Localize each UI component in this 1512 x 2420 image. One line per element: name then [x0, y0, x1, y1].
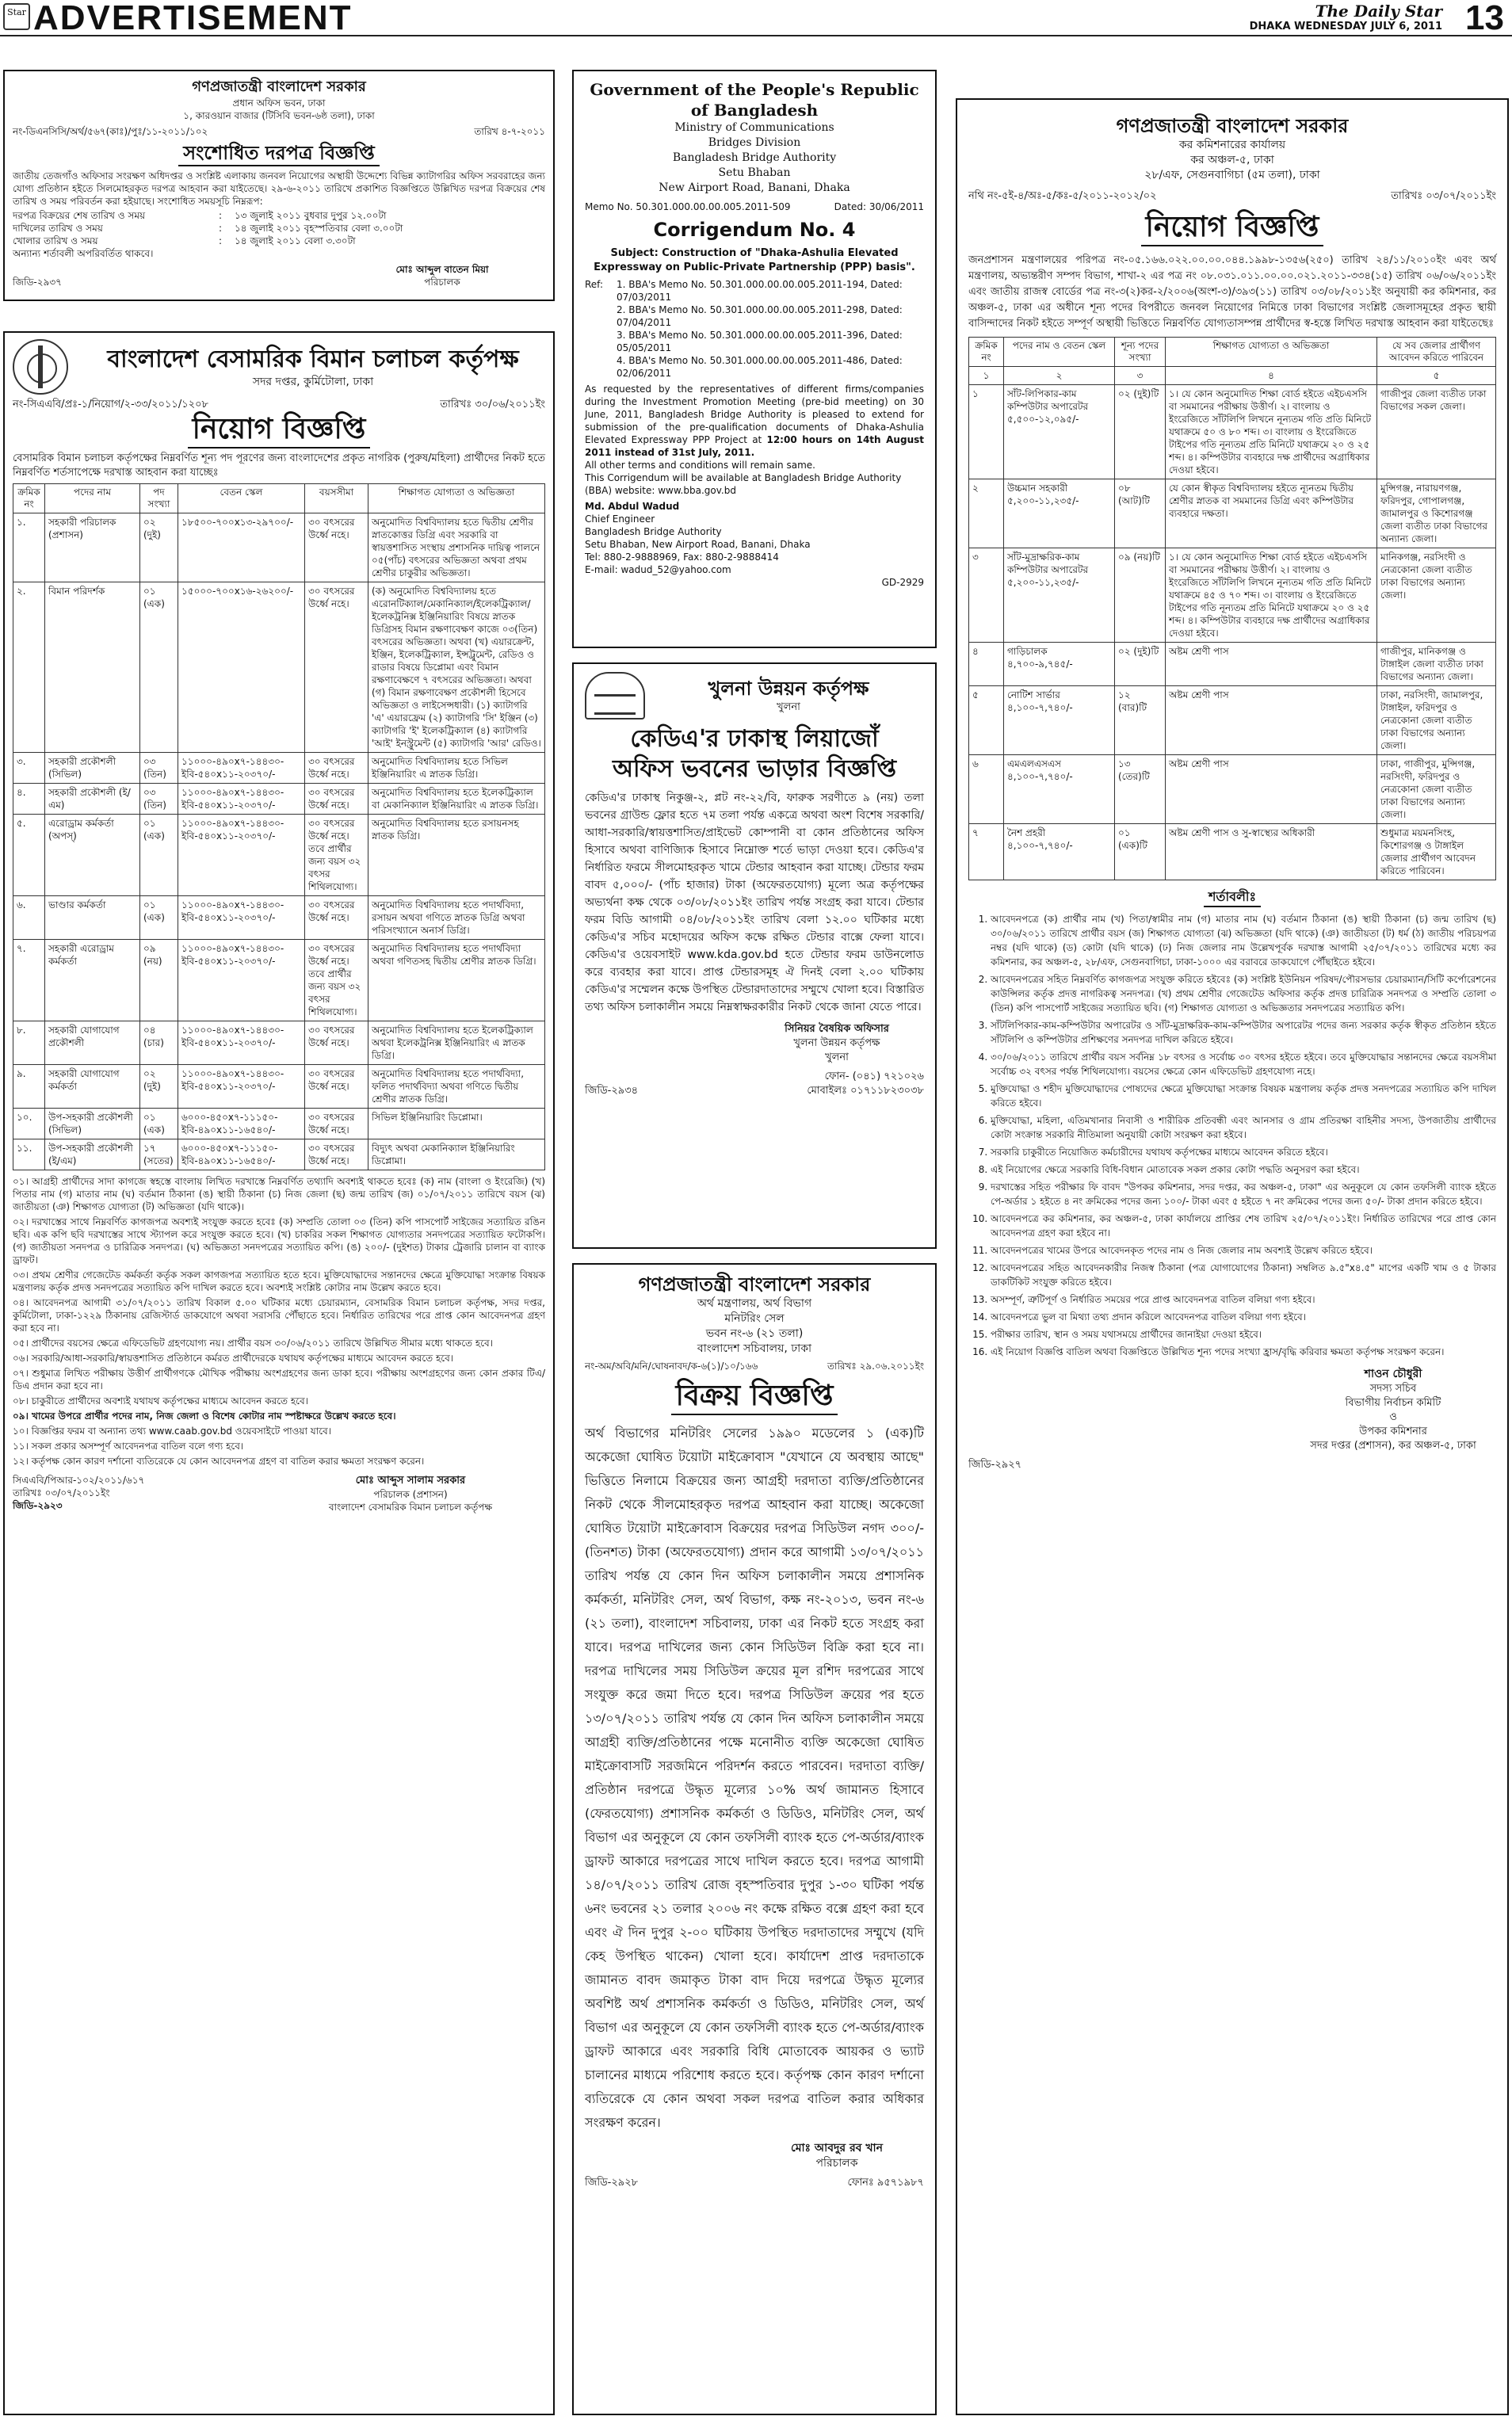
notice-body: অর্থ বিভাগের মনিটরিং সেলের ১৯৯০ মডেলের ১ (এক)টি অকেজো ঘোষিত টয়োটা মাইক্রোবাস "যেখানে যে অবস্থায় আছে" ভিত্তিতে নিলামে বিক্রয়ের জন্য আগ্রহী দরদাতা ব্যক্তি/প্রতিষ্ঠানের নিকট থেকে সীলমোহরকৃত দরপত্র আহবান করা যাচ্ছে। অকেজো ঘোষিত টয়োটা মাইক্রোবাস বিক্রয়ের দরপত্র সিডিউল নগদ ৩০০/- (তিনশত) টাকা (অফেরতযোগ্য) প্রদান করে আগামী ১৩/০৭/২০১১ তারিখ পর্যন্ত যে কোন দিন অফিস চলাকালীন সময়ে প্রশাসনিক কর্মকর্তা, মনিটরিং সেল, অর্থ বিভাগ, কক্ষ নং-২০১৩, ভবন নং-৬ (২১ তলা), বাংলাদেশ সচিবালয়, ঢাকা এর নিকট হতে সংগ্রহ করা যাবে। দরপত্র দাখিলের জন্য কোন সিডিউল বিক্রি করা হবে না। দরপত্র দাখিলের সময় সিডিউল ক্রয়ের মূল রশিদ দরপত্রের সাথে সংযুক্ত করে জমা দিতে হবে। দরপত্র সিডিউল ক্রয়ের পর হতে ১৩/০৭/২০১১ তারিখ পর্যন্ত যে কোন দিন অফিস চলাকালীন সময়ে আগ্রহী ব্যক্তি/প্রতিষ্ঠানের পক্ষে মনোনীত ব্যক্তি অকেজো ঘোষিত মাইক্রোবাসটি সরজমিনে পরিদর্শন করতে পারবেন। দরদাতা ব্যক্তি/প্রতিষ্ঠান দরপত্রে উদ্ধৃত মূল্যের ১০% অর্থ জামানত হিসাবে (ফেরতযোগ্য) প্রশাসনিক কর্মকর্তা ও ডিডিও, মনিটরিং সেল, অর্থ বিভাগ এর অনুকূলে যে কোন তফসিলী ব্যাংক হতে পে-অর্ডার/ব্যাংক ড্রাফট আকারে দরপত্রের সাথে দাখিল করতে হবে। দরপত্র আগামী ১৪/০৭/২০১১ তারিখ রোজ বৃহস্পতিবার দুপুর ১-৩০ ঘটিকা পর্যন্ত ৬নং ভবনের ২১ তলার ২০০৬ নং কক্ষে রক্ষিত বক্সে গ্রহণ করা হবে এবং ঐ দিন দুপুর ২-০০ ঘটিকায় উপস্থিত দরদাতাদের সম্মুখে (যদি কেহ উপস্থিত থাকেন) খোলা হবে। কার্যাদেশ প্রাপ্ত দরদাতাকে জামানত বাবদ জমাকৃত টাকা বাদ দিয়ে দরপত্রে উদ্ধৃত মূল্যের অবশিষ্ট অর্থ প্রশাসনিক কর্মকর্তা ও ডিডিও, মনিটরিং সেল, অর্থ বিভাগ এর অনুকূলে যে কোন তফসিলী ব্যাংক হতে পে-অর্ডার/ব্যাংক ড্রাফট আকারে এবং সরকারি বিধি মোতাবেক আয়কর ও ভ্যাট চালানের মাধ্যমে পরিশোধ করতে হবে। কর্তৃপক্ষ কোন কারণ দর্শানো ব্যতিরেকে যে কোন অথবা সকল দরপত্র বাতিল করার অধিকার সংরক্ষণ করেন। [585, 1426, 924, 2130]
list-item: ০৯। খামের উপরে প্রার্থীর পদের নাম, নিজ জেলা ও বিশেষ কোটার নাম স্পষ্টাক্ষরে উল্লেখ করতে হবে। [13, 1410, 396, 1422]
list-item: 4. BBA's Memo No. 50.301.000.00.00.005.2011-486, Dated: 02/06/2011 [617, 355, 903, 379]
signature-block [585, 500, 924, 576]
notice-intro: জনপ্রশাসন মন্ত্রণালয়ের পরিপত্র নং-০৫.১৬৬.০২২.০০.০০.০৪৪.১৯৯৮-১৩৫৬(২৫০) তারিখ ২৪/১১/২০১০ইং এবং অর্থ মন্ত্রণালয়, অভ্যন্তরীণ সম্পদ বিভাগ, শাখা-২ এর পত্র নং ০৮.০৩১.০১১.০০.০০.০২১.২০১১-৩৩৪(১৫) তারিখ ০৬/০৬/২০১১ইং এবং জাতীয় রাজস্ব বোর্ডের পত্র নং-৩(২)কর-২/২০০৬(অংশ-৩)/৩৯৩(১১) তারিখ ০৩/০৮/২০১১ইং অনুযায়ী কর কমিশনার, কর অঞ্চল-৫, ঢাকা এর অধীনে শূন্য পদের বিপরীতে জনবল নিয়োগের নিমিত্তে ঢাকা বিভাগের সংশ্লিষ্ট জেলাসমূহের প্রকৃত স্থায়ী বাসিন্দাদের নিকট হইতে সম্পূর্ণ অস্থায়ী ভিত্তিতে নিম্নবর্ণিত যোগ্যতাসম্পন্ন প্রার্থীদের স্ব-হস্তে লিখিত দরখাস্ত আহবান করা যাইতেছেঃ [968, 254, 1496, 330]
conditions-list [13, 1175, 545, 1468]
notice-title: নিয়োগ বিজ্ঞপ্তি [188, 412, 371, 449]
page-number: 13 [1465, 0, 1504, 37]
list-item: 2. আবেদনপত্রের সহিত নিম্নবর্ণিত কাগজপত্র সংযুক্ত করিতে হইবেঃ (ক) সংশ্লিষ্ট ইউনিয়ন পরিষদ/পৌরসভার চেয়ারম্যান/সিটি কর্পোরেশনের কাউন্সিলর কর্তৃক প্রদত্ত নাগরিকত্ব সনদপত্র। (খ) প্রথম শ্রেণীর গেজেটেড অফিসার কর্তৃক প্রদত্ত চারিত্রিক সনদপত্র ও সম্প্রতি তোলা ৩ (তিন) কপি পাসপোর্ট সাইজের সত্যায়িত ছবি। (গ) শিক্ষাগত যোগ্যতা ও অভিজ্ঞতার সনদপত্রের সত্যায়িত কপি। [991, 972, 1496, 1015]
list-item: ০৮। চাকুরীতে প্রার্থীদের অবশ্যই যথাযথ কর্তৃপক্ষের মাধ্যমে আবেদন করতে হবে। [13, 1395, 308, 1407]
vacancy-table [13, 483, 545, 1170]
address: New Airport Road, Banani, Dhaka [659, 181, 850, 194]
notice-body: As requested by the representatives of different firms/companies during the Investment Promotion Meeting (pre-bid meeting) on 30 June, 2011, Bangladesh Bridge Authority is pleased to extend for submission of the pre-qualification documents of Dhaka-Ashulia Elevated Expressway PPP Project at 12:00 hours on 14th August 2011 instead of 31st July, 2011. [585, 384, 924, 458]
col-header: পদ সংখ্যা [140, 484, 178, 513]
signatory-designation: পরিচালক [424, 277, 460, 288]
signature-row [13, 1474, 545, 1513]
table-row: ১. সহকারী পরিচালক (প্রশাসন) ০২ (দুই) ১৮৫০০-৭০০x১৩-২৯৭০০/- ৩০ বৎসরের উর্ধ্বে নহে। অনুমোদিত বিশ্ববিদ্যালয় হতে দ্বিতীয় শ্রেণীর স্নাতকোত্তর ডিগ্রি এবং সরকারি বা স্বায়ত্তশাসিত সংস্থায় প্রশাসনিক দায়িত্ব পালনে ০৫(পাঁচ) বৎসরের অভিজ্ঞতা অথবা প্রথম শ্রেণীর চাকুরীর অভিজ্ঞতা। [13, 513, 545, 582]
signatory-name: মোঃ আব্দুস সালাম সরকার [355, 1475, 466, 1487]
conditions-list [968, 912, 1496, 1359]
memo-number: নং-সিএএবি/প্রঃ-১/নিয়োগ/২-৩৩/২০১১/১২০৮ [13, 399, 208, 410]
list-item: 16. এই নিয়োগ বিজ্ঞপ্তি বাতিল অথবা বিজ্ঞপ্তিতে উল্লিখিত শূন্য পদের সংখ্যা হ্রাস/বৃদ্ধি করিবার ক্ষমতা কর্তৃপক্ষ সংরক্ষণ করেন। [991, 1345, 1496, 1359]
notice-intro: বেসামরিক বিমান চলাচল কর্তৃপক্ষের নিম্নবর্ণিত শূন্য পদ পূরণের জন্য বাংলাদেশের প্রকৃত নাগরিক (পুরুষ/মহিলা) প্রার্থীদের নিকট হতে নিম্নবর্ণিত শর্তসাপেক্ষে দরখাস্ত আহবান করা যাচ্ছেঃ [13, 452, 545, 479]
signatory-designation: Chief Engineer [585, 513, 655, 525]
memo-row [13, 398, 545, 412]
list-item: 11. আবেদনপত্রের খামের উপরে আবেদনকৃত পদের নাম ও নিজ জেলার নাম অবশ্যই উল্লেখ করিতে হইবে। [991, 1243, 1496, 1258]
gd-number: জিডি-২৯২৩ [13, 1500, 63, 1511]
notice-title: Corrigendum No. 4 [653, 219, 856, 241]
headline-2: অফিস ভবনের ভাড়ার বিজ্ঞপ্তি [612, 755, 897, 783]
list-item: ০৭। শুধুমাত্র লিখিত পরীক্ষায় উত্তীর্ণ প্রার্থীগণকে মৌখিক পরীক্ষায় অংশগ্রহণের জন্য ডাকা হবে। পরীক্ষায় অংশগ্রহণের জন্য কোন প্রকার টিএ/ডিএ প্রদান করা হবে না। [13, 1368, 545, 1391]
gd-number: জিডি-২৯২৭ [968, 1459, 1022, 1471]
contact-email: E-mail: wadud_52@yahoo.com [585, 564, 731, 575]
org-title: খুলনা উন্নয়ন কর্তৃপক্ষ [708, 678, 869, 700]
list-item: 1. আবেদনপত্রে (ক) প্রার্থীর নাম (খ) পিতা/স্বামীর নাম (গ) মাতার নাম (ঘ) বর্তমান ঠিকানা (ঙ) স্থায়ী ঠিকানা (চ) জন্ম তারিখ (ছ) ৩০/০৬/২০১১ তারিখে প্রার্থীর বয়স (জ) শিক্ষাগত যোগ্যতা (ঝ) অভিজ্ঞতা (যদি থাকে) (ঞ) জাতীয়তা (ট) ধর্ম (ঠ) জাতীয় পরিচয়পত্র নম্বর (যদি থাকে) (ড) কোটা (যদি থাকে) (ঢ) নিজ জেলার নাম উল্লেখপূর্বক দরখাস্ত আগামী ২৫/০৭/২০১১ তারিখের মধ্যে কর কমিশনার, কর অঞ্চল-৫, ২৮/এফ, সেগুনবাগিচা, ঢাকা-১০০০ এর বরাবরে ডাকযোগে পৌঁছাইতে হইবে। [991, 912, 1496, 969]
org-address: সদর দপ্তর, কুর্মিটোলা, ঢাকা [252, 375, 374, 388]
memo-date: তারিখ ৪-৭-২০১১ [474, 126, 545, 137]
ministry: অর্থ মন্ত্রণালয়, অর্থ বিভাগ [697, 1297, 812, 1310]
list-item: 12. আবেদনপত্রের সহিত আবেদনকারীর নিজস্ব ঠিকানা (পত্র যোগাযোগের ঠিকানা) সম্বলিত ৯.৫"x৪.৫" মাপের একটি খাম ও ৫ টাকার ডাকটিকিট সংযুক্ত করিতে হইবে। [991, 1261, 1496, 1289]
table-row: ৪. সহকারী প্রকৌশলী (ই/এম) ০৩ (তিন) ১১০০০-৪৯০x৭-১৪৪৩০-ইবি-৫৪০x১১-২০৩৭০/- ৩০ বৎসরের উর্ধ্বে নহে। অনুমোদিত বিশ্ববিদ্যালয় হতে ইলেকট্রিক্যাল বা মেকানিক্যাল ইঞ্জিনিয়ারিং এ স্নাতক ডিগ্রি। [13, 784, 545, 815]
cell-name: মনিটরিং সেল [724, 1312, 785, 1325]
signature-block [1290, 1367, 1496, 1453]
table-row: ৫ নোটিশ সার্ভার ৪,১০০-৭,৭৪০/- ১২ (বার)টি অষ্টম শ্রেণী পাস ঢাকা, নরসিংদী, জামালপুর, টাঙ্গাইল, ফরিদপুর ও নেত্রকোনা জেলা ব্যতীত ঢাকা বিভাগের অন্যান্য জেলা। [969, 686, 1496, 755]
newspaper-name: The Daily Star [1315, 2, 1442, 21]
table-row: ৯. সহকারী যোগাযোগ কর্মকর্তা ০২ (দুই) ১১০০০-৪৯০x৭-১৪৪৩০-ইবি-৫৪০x১১-২০৩৭০/- ৩০ বৎসরের উর্ধ্বে নহে। অনুমোদিত বিশ্ববিদ্যালয় হতে পদার্থবিদ্যা, ফলিত পদার্থবিদ্যা অথবা গণিতে দ্বিতীয় শ্রেণীর স্নাতক ডিগ্রি। [13, 1065, 545, 1109]
gd-number: জিডি-২৯৩৭ [13, 277, 62, 288]
masthead [0, 0, 1512, 36]
contact-tel: Tel: 880-2-9888969, Fax: 880-2-9888414 [585, 552, 779, 563]
signatory-org: বাংলাদেশ বেসামরিক বিমান চলাচল কর্তৃপক্ষ [328, 1502, 493, 1513]
list-item: 10. আবেদনপত্রে কর কমিশনার, কর অঞ্চল-৫, ঢাকা কার্যালয়ে প্রাপ্তির শেষ তারিখ ২৫/০৭/২০১১ইং। নির্ধারিত তারিখের পরে প্রাপ্ত কোন আবেদনপত্র গ্রহণ করা হইবে না। [991, 1212, 1496, 1240]
table-row: ১১. উপ-সহকারী প্রকৌশলী (ই/এম) ১৭ (সতের) ৬০০০-৪৫০x৭-১১১৫০-ইবি-৪৯০x১১-১৬৫৪০/- ৩০ বৎসরের উর্ধ্বে নহে। বিদ্যুৎ অথবা মেকানিক্যাল ইঞ্জিনিয়ারিং ডিপ্লোমা। [13, 1139, 545, 1170]
notice-line: All other terms and conditions will remain same. [585, 460, 815, 471]
list-item: 15. পরীক্ষার তারিখ, স্থান ও সময় যথাসময়ে প্রার্থীদের জানাইয়া দেওয়া হইবে। [991, 1327, 1496, 1342]
col-header: বয়সসীমা [305, 484, 368, 513]
signature-block [750, 2141, 924, 2171]
list-item: ০৫। প্রার্থীদের বয়সের ক্ষেত্রে এফিডেভিট গ্রহণযোগ্য নয়। প্রার্থীর বয়স ৩০/০৬/২০১১ তারিখে উল্লিখিত সীমার মধ্যে থাকতে হবে। [13, 1338, 493, 1349]
ad-tax-recruitment [956, 98, 1509, 2415]
notice-title: সংশোধিত দরপত্র বিজ্ঞপ্তি [178, 141, 380, 166]
table-row: ৪ গাড়িচালক ৪,৭০০-৯,৭৪৫/- ০২ (দুই)টি অষ্টম শ্রেণী পাস গাজীপুর, মানিকগঞ্জ ও টাঙ্গাইল জেলা ব্যতীত ঢাকা বিভাগের অন্যান্য জেলা। [969, 643, 1496, 686]
ad-kda-rent [572, 662, 937, 1249]
signatory-designation: সদস্য সচিব [1369, 1383, 1417, 1395]
list-item: 7. সরকারি চাকুরীতে নিয়োজিত কর্মচারীদের যথাযথ কর্তৃপক্ষের মাধ্যমে আবেদন করিতে হইবে। [991, 1145, 1496, 1159]
list-item: 6. মুক্তিযোদ্ধা, মহিলা, এতিমখানার নিবাসী ও শারীরিক প্রতিবন্ধী এবং আনসার ও গ্রাম প্রতিরক্ষা বাহিনীর সদস্য, উপজাতীয় প্রার্থীদের কোটা সংক্রান্ত সরকারি নীতিমালা অনুযায়ী কোটা সংরক্ষণ করা হইবে। [991, 1113, 1496, 1142]
table-row: ৮. সহকারী যোগাযোগ প্রকৌশলী ০৪ (চার) ১১০০০-৪৯০x৭-১৪৪৩০-ইবি-৫৪০x১১-২০৩৭০/- ৩০ বৎসরের উর্ধ্বে নহে। অনুমোদিত বিশ্ববিদ্যালয় হতে ইলেকট্রিক্যাল অথবা ইলেকট্রনিক্স ইঞ্জিনিয়ারিং এ স্নাতক ডিগ্রি। [13, 1021, 545, 1065]
office-address: ২৮/এফ, সেগুনবাগিচা (৫ম তলা), ঢাকা [1144, 169, 1320, 181]
signatory-2-office: সদর দপ্তর (প্রশাসন), কর অঞ্চল-৫, ঢাকা [1310, 1440, 1476, 1452]
signature-row [13, 263, 545, 288]
memo-row [13, 125, 545, 138]
list-item: ০৬। সরকারি/আধা-সরকারি/স্বায়ত্তশাসিত প্রতিষ্ঠানে কর্মরত প্রার্থীদেরকে যথাযথ কর্তৃপক্ষের মাধ্যমে আবেদন করতে হবে। [13, 1353, 454, 1364]
list-item: 1. BBA's Memo No. 50.301.000.00.00.005.2011-194, Dated: 07/03/2011 [617, 279, 903, 303]
contact-row [585, 2176, 924, 2190]
memo-row [585, 200, 924, 213]
division: Bridges Division [708, 136, 801, 149]
list-item: ০২। দরখাস্তের সাথে নিম্নবর্ণিত কাগজপত্র অবশ্যই সংযুক্ত করতে হবেঃ (ক) সম্প্রতি তোলা ০৩ (তিন) কপি পাসপোর্ট সাইজের সত্যায়িত রঙিন ছবি। এক কপি ছবি দরখাস্তের সাথে স্ট্যাপল করে সংযুক্ত করতে হবে। (খ) চাকরির সকল শিক্ষাগত যোগ্যতার সনদপত্রের সত্যায়িত ফটোকপি। (গ) জাতীয়তা সনদপত্র ও চারিত্রিক সনদপত্র। (ঘ) অভিজ্ঞতা সনদপত্রের সত্যায়িত কপি। (ঙ) ২০০/- (দুইশত) টাকার ট্রেজারি চালান বা ব্যাংক ড্রাফট। [13, 1216, 545, 1265]
office-name: কর কমিশনারের কার্যালয় [1178, 139, 1286, 151]
govt-heading: Government of the People's Republic of Bangladesh [590, 80, 919, 120]
list-item: ০৪। আবেদনপত্র আগামী ৩১/০৭/২০১১ তারিখ বিকাল ৫.০০ ঘটিকার মধ্যে চেয়ারম্যান, বেসামরিক বিমান চলাচল কর্তৃপক্ষ, সদর দপ্তর, কুর্মিটোলা, ঢাকা-১২২৯ ঠিকানায় রেজিস্টার্ড ডাকযোগে অথবা সরাসরি পৌঁছাতে হবে। নির্ধারিত তারিখের পরে প্রাপ্ত কোন আবেদনপত্র গ্রহণ করা হবে না। [13, 1297, 545, 1334]
subject: Subject: Construction of "Dhaka-Ashulia Elevated Expressway on Public-Private Partnership (PPP) basis". [594, 247, 915, 273]
ref-number: সিএএবি/পিআর-১০২/২০১১/৬১৭ [13, 1475, 145, 1486]
table-header [13, 484, 545, 513]
notice-body: জাতীয় তেজগাঁও অফিসার সংরক্ষণ অধিদপ্তর ও সংশ্লিষ্ট এলাকায় জনবল নিয়োগের অস্থায়ী উদ্দেশ্যে বিভিন্ন ক্যাটাগরির অফিস সরবরাহের জন্য যোগ্য প্রতিষ্ঠান হইতে সিলমোহরকৃত দরপত্র আহবান করা যাইতেছে। ২৯-৬-২০১১ তারিখে প্রকাশিত বিজ্ঞপ্তিতে উল্লিখিত দরপত্র বিক্রয়ের শেষ তারিখ ও সময় পরিবর্তন করা হইয়াছে। সংশোধিত সময়সূচি নিম্নরূপ: [13, 170, 545, 207]
signatory-org: খুলনা উন্নয়ন কর্তৃপক্ষ [793, 1037, 880, 1049]
office-address: ১, কারওয়ান বাজার (টিসিবি ভবন-৬ষ্ঠ তলা), ঢাকা [183, 110, 375, 121]
bhaban: Setu Bhaban [718, 166, 791, 179]
memo-date: তারিখঃ ২৯.০৬.২০১১ইং [827, 1361, 924, 1372]
col-header: যে সব জেলার প্রার্থীগণ আবেদন করিতে পারিবেন [1377, 338, 1496, 367]
govt-heading: গণপ্রজাতন্ত্রী বাংলাদেশ সরকার [192, 78, 366, 95]
col-header: ক্রমিক নং [969, 338, 1004, 367]
ministry: Ministry of Communications [674, 121, 834, 134]
memo-date: Dated: 30/06/2011 [834, 201, 924, 212]
signatory-name: শাওন চৌধুরী [1364, 1368, 1422, 1380]
memo-number: নথি নং-৫ই-৪/অঃ-৫/কঃ-৫/২০১১-২০১২/০২ [968, 190, 1157, 202]
refs-block [585, 278, 924, 380]
vacancy-table [968, 337, 1496, 880]
table-row: ১০. উপ-সহকারী প্রকৌশলী (সিভিল) ০১ (এক) ৬০০০-৪৫০x৭-১১১৫০-ইবি-৪৯০x১১-১৬৫৪০/- ৩০ বৎসরের উর্ধ্বে নহে। সিভিল ইঞ্জিনিয়ারিং ডিপ্লোমা। [13, 1109, 545, 1139]
col-header: পদের নাম [45, 484, 140, 513]
ref-date: তারিখঃ ০৩/০৭/২০১১ইং [13, 1487, 110, 1498]
list-item: 14. আবেদনপত্রে ভুল বা মিথ্যা তথ্য প্রদান করিলে আবেদনপত্র বাতিল বলিয়া গণ্য হইবে। [991, 1310, 1496, 1324]
signatory-city: খুলনা [825, 1052, 849, 1063]
signature-block [750, 1022, 924, 1065]
list-item: 3. BBA's Memo No. 50.301.000.00.00.005.2011-396, Dated: 05/05/2011 [617, 330, 903, 353]
refs-label: Ref: [585, 279, 604, 290]
contact-row [585, 1070, 924, 1098]
newspaper-logo [3, 3, 30, 30]
table-col-numbers: ১ ২ ৩ ৪ ৫ [969, 367, 1496, 385]
ad-finance-sale [572, 1263, 937, 2415]
list-item: 8. এই নিয়োগের ক্ষেত্রে সরকারি বিধি-বিধান মোতাবেক সকল প্রকার কোটা পদ্ধতি অনুসরণ করা হইবে। [991, 1162, 1496, 1177]
ad-bba-corrigendum [572, 70, 937, 648]
secretariat: বাংলাদেশ সচিবালয়, ঢাকা [697, 1342, 812, 1355]
schedule-item: খোলার তারিখ ও সময় : ১৪ জুলাই ২০১১ বেলা ৩.৩০টা [13, 235, 356, 246]
col-header: বেতন স্কেল [178, 484, 305, 513]
list-item: ০১। আগ্রহী প্রার্থীদের সাদা কাগজে স্বহস্তে বাংলায় লিখিত দরখাস্তে নিম্নবর্ণিত তথ্যাদি অবশ্যই থাকতে হবেঃ (ক) নাম (বাংলা ও ইংরেজি) (খ) পিতার নাম (গ) মাতার নাম (ঘ) বর্তমান ঠিকানা (ঙ) স্থায়ী ঠিকানা (চ) নিজ জেলা (ছ) জন্ম তারিখ (জ) ০১/০৭/২০১১ তারিখে বয়স (ঝ) জাতীয়তা (ঞ) শিক্ষাগত যোগ্যতা (ট) অভিজ্ঞতা (যদি থাকে)। [13, 1176, 545, 1212]
memo-row [968, 189, 1496, 204]
list-item: ১১। সকল প্রকার অসম্পূর্ণ আবেদনপত্র বাতিল বলে গণ্য হবে। [13, 1441, 244, 1452]
signatory-name: Md. Abdul Wadud [585, 501, 680, 512]
notice-body: কেডিএ'র ঢাকাস্থ নিকুঞ্জ-২, প্লট নং-২২/বি, ফারুক সরণীতে ৯ (নয়) তলা ভবনের গ্রাউন্ড ফ্লোর হতে ৭ম তলা পর্যন্ত একত্রে অথবা অংশ বিশেষ সরকারি/আধা-সরকারি/স্বায়ত্তশাসিত/প্রাইভেট কোম্পানী বা কোন প্রতিষ্ঠানের অফিস হিসাবে অথবা বাণিজ্যিক হিসাবে নিম্নোক্ত শর্তে ভাড়া দেওয়া হবে। কেডিএ'র নির্ধারিত ফরমে সীলমোহরকৃত খামে টেন্ডার আহবান করা যাচ্ছে। টেন্ডার ফরম বাবদ ৫,০০০/- (পাঁচ হাজার) টাকা (অফেরতযোগ্য) মূল্যে অত্র কর্তৃপক্ষের অভ্যর্থনা কক্ষ থেকে ০৩/০৮/২০১১ইং তারিখ পর্যন্ত সংগ্রহ করা যাবে। টেন্ডার ফরম বিডি আগামী ০৪/০৮/২০১১ইং তারিখ বেলা ১২.০০ ঘটিকার মধ্যে কেডিএ'র সচিব মহোদয়ের অফিস কক্ষে রক্ষিত টেন্ডার বাক্সে ফেলা যাবে। কেডিএ'র ওয়েবসাইট www.kda.gov.bd হতে টেন্ডার ফরম ডাউনলোড করে ব্যবহার করা যাবে। প্রাপ্ত টেন্ডারসমূহ ঐ দিনই বেলা ২.০০ ঘটিকায় কেডিএ'র সম্মেলন কক্ষে উপস্থিত টেন্ডারদাতাদের সম্মুখে খোলা হবে। বিস্তারিত তথ্য অফিস চলাকালীন সময়ে নিম্নস্বাক্ষরকারীর নিকট থেকে জানা যেতে পারে। [585, 792, 924, 1013]
office-name: প্রধান অফিস ভবন, ঢাকা [232, 97, 326, 109]
memo-number: নং-ডিএনসিসি/অর্থ/৫৬৭(কাঃ)/পুঃ/১১-২০১১/১০২ [13, 126, 208, 137]
memo-number: নং-অম/অবি/মনি/ঘোষনাবদ/ক-৬(১)/১০/১৬৬ [585, 1361, 758, 1372]
signatory-designation: পরিচালক (প্রশাসন) [373, 1489, 448, 1500]
signatory-org: Bangladesh Bridge Authority [585, 526, 722, 537]
notice-note: অন্যান্য শর্তাবলী অপরিবর্তিত থাকবে। [13, 248, 154, 259]
contact-phone: ফোন- (০৪১) ৭২১০২৬ [824, 1071, 924, 1082]
caab-emblem-icon [13, 339, 68, 395]
building: ভবন নং-৬ (২১ তলা) [705, 1327, 804, 1340]
memo-number: Memo No. 50.301.000.00.00.005.2011-509 [585, 201, 791, 212]
notice-title: নিয়োগ বিজ্ঞপ্তি [1141, 210, 1324, 246]
org-title: বাংলাদেশ বেসামরিক বিমান চলাচল কর্তৃপক্ষ [107, 345, 519, 373]
govt-heading: গণপ্রজাতন্ত্রী বাংলাদেশ সরকার [1116, 115, 1349, 137]
ad-revised-tender [3, 70, 555, 301]
list-item: ১২। কর্তৃপক্ষ কোন কারণ দর্শানো ব্যতিরেকে যে কোন আবেদনপত্র গ্রহণ বা বাতিল করার ক্ষমতা সংরক্ষণ করেন। [13, 1456, 425, 1467]
authority: Bangladesh Bridge Authority [672, 151, 837, 164]
committee-name: বিভাগীয় নির্বাচন কমিটি [1345, 1397, 1441, 1409]
signatory-name: মোঃ আবদুর রব খান [791, 2142, 883, 2155]
section-title: ADVERTISEMENT [33, 0, 353, 37]
signatory-designation: পরিচালক [815, 2157, 858, 2170]
schedule-item: দরপত্র বিক্রয়ের শেষ তারিখ ও সময় : ১৩ জুলাই ২০১১ বুধবার দুপুর ১২.০০টা [13, 210, 387, 221]
col-header: শূন্য পদের সংখ্যা [1115, 338, 1166, 367]
list-item: 2. BBA's Memo No. 50.301.000.00.00.005.2011-298, Dated: 07/04/2011 [617, 304, 903, 328]
list-item: ১০। বিজ্ঞপ্তির ফরম বা অন্যান্য তথ্য www.caab.gov.bd ওয়েবসাইটে পাওয়া যাবে। [13, 1426, 331, 1437]
signatory-name: মোঃ আব্দুল বাতেন মিয়া [395, 264, 489, 275]
table-row: ২. বিমান পরিদর্শক ০১ (এক) ১৫০০০-৭০০x১৬-২৬২০০/- ৩০ বৎসরের উর্ধ্বে নহে। (ক) অনুমোদিত বিশ্ববিদ্যালয় হতে এরোনটিক্যাল/মেকানিক্যাল/ইলেকট্রিক্যাল/ইলেকট্রনিক্স ইঞ্জিনিয়ারিং বিষয়ে স্নাতক ডিগ্রিসহ বিমান রক্ষণাবেক্ষণ কাজে ০৩(তিন) বৎসরের অভিজ্ঞতা। অথবা (খ) এয়ারক্রেন্ট, ইঞ্জিন, ইলেকট্রিক্যাল, ইন্সট্রুমেন্ট, রেডিও ও রাডার বিষয়ে ডিপ্লোমা এবং বিমান রক্ষণাবেক্ষণে ৭ বৎসরের অভিজ্ঞতা। অথবা (গ) বিমান রক্ষণাবেক্ষণ প্রকৌশলী হিসেবে অভিজ্ঞতা ও লাইসেন্সধারী। (১) ক্যাটাগরি 'এ' এয়ারফ্রেম (২) ক্যাটাগরি 'সি' ইঞ্জিন (৩) ক্যাটাগরি 'ই' ইলেকট্রিক্যাল (৪) ক্যাটাগরি 'আই' ইনস্ট্রুমেন্ট (৫) ক্যাটাগরি 'আর' রেডিও। [13, 582, 545, 753]
conditions-title: শর্তাবলীঃ [968, 888, 1496, 907]
tax-zone: কর অঞ্চল-৫, ঢাকা [1190, 154, 1274, 166]
table-row: ৩ সাঁট-মুদ্রাক্ষরিক-কাম কম্পিউটার অপারেটর ৫,২০০-১১,২৩৫/- ০৯ (নয়)টি ১। যে কোন অনুমোদিত শিক্ষা বোর্ড হইতে এইচএসসি বা সমমানের পরীক্ষায় উত্তীর্ণ। ২। বাংলায় ও ইংরেজিতে সাঁটলিপি লিখনে নূন্যতম গতি প্রতি মিনিটে যথাক্রমে ৪৫ ও ৭০ শব্দ। ৩। বাংলায় ও ইংরেজিতে টাইপের গতি নূন্যতম প্রতি মিনিটে যথাক্রমে ২০ ও ২৫ শব্দ। ৪। কম্পিউটার ব্যবহারে দক্ষ প্রার্থীদের অগ্রাধিকার দেওয়া হইবে। মানিকগঞ্জ, নরসিংদী ও নেত্রকোনা জেলা ব্যতীত ঢাকা বিভাগের অন্যান্য জেলা। [969, 548, 1496, 643]
list-item: 5. মুক্তিযোদ্ধা ও শহীদ মুক্তিযোদ্ধাদের পোষ্যদের ক্ষেত্রে মুক্তিযোদ্ধা সংক্রান্ত বিষয়ক মন্ত্রণালয় কর্তৃক প্রদত্ত সনদপত্রের সত্যায়িত কপি দাখিল করিতে হইবে। [991, 1082, 1496, 1110]
headline-1: কেডিএ'র ঢাকাস্থ লিয়াজোঁ [630, 725, 879, 753]
org-city: খুলনা [777, 701, 800, 713]
col-header: পদের নাম ও বেতন স্কেল [1004, 338, 1115, 367]
schedule-list [13, 209, 545, 247]
list-item: 4. ৩০/০৬/২০১১ তারিখে প্রার্থীর বয়স সর্বনিম্ন ১৮ বৎসর ও সর্বোচ্চ ৩০ বৎসর হইতে হইবে। তবে মুক্তিযোদ্ধার সন্তানদের ক্ষেত্রে বয়সসীমা সর্বোচ্চ ৩২ বৎসর পর্যন্ত শিথিলযোগ্য। বয়সের ক্ষেত্রে কোন এফিডেভিট গ্রহণযোগ্য নহে। [991, 1050, 1496, 1078]
conjunction: ও [1389, 1411, 1397, 1423]
col-header: শিক্ষাগত যোগ্যতা ও অভিজ্ঞতা [368, 484, 545, 513]
table-row: ৬. ভাণ্ডার কর্মকর্তা ০১ (এক) ১১০০০-৪৯০x৭-১৪৪৩০-ইবি-৫৪০x১১-২০৩৭০/- ৩০ বৎসরের উর্ধ্বে নহে। অনুমোদিত বিশ্ববিদ্যালয় হতে পদার্থবিদ্যা, রসায়ন অথবা গণিতে স্নাতক ডিগ্রি অথবা পরিসংখ্যানে অনার্স ডিগ্রি। [13, 896, 545, 940]
signatory-2-designation: উপকর কমিশনার [1359, 1426, 1427, 1437]
list-item: 3. সাঁটলিপিকার-কাম-কম্পিউটার অপারেটর ও সাঁট-মুদ্রাক্ষরিক-কাম-কম্পিউটার অপারেটর পদের জন্য সরকার কর্তৃক স্বীকৃত প্রতিষ্ঠান হইতে সাঁটলিপি ও কম্পিউটার প্রশিক্ষণের সনদপত্র দাখিল করিতে হইবে। [991, 1018, 1496, 1047]
signatory-designation: সিনিয়র বৈষয়িক অফিসার [785, 1023, 889, 1035]
list-item: 13. অসম্পূর্ণ, ত্রুটিপূর্ণ ও নির্ধারিত সময়ের পরে প্রাপ্ত আবেদনপত্র বাতিল বলিয়া গণ্য হইবে। [991, 1292, 1496, 1307]
gd-number: GD-2929 [881, 577, 924, 588]
ad-caab-recruitment [3, 331, 555, 2415]
col-header: ক্রমিক নং [13, 484, 45, 513]
table-row: ৩. সহকারী প্রকৌশলী (সিভিল) ০৩ (তিন) ১১০০০-৪৯০x৭-১৪৪৩০-ইবি-৫৪০x১১-২০৩৭০/- ৩০ বৎসরের উর্ধ্বে নহে। অনুমোদিত বিশ্ববিদ্যালয় হতে সিভিল ইঞ্জিনিয়ারিং এ স্নাতক ডিগ্রি। [13, 753, 545, 784]
list-item: ০৩। প্রথম শ্রেণীর গেজেটেড কর্মকর্তা কর্তৃক সকল কাগজপত্র সত্যায়িত হতে হবে। মুক্তিযোদ্ধাদের সন্তানদের ক্ষেত্রে মুক্তিযোদ্ধা সংক্রান্ত বিষয়ক মন্ত্রণালয় কর্তৃক প্রদত্ত সনদপত্রের সত্যায়িত কপি দাখিল করতে হবে। অবশ্যই সংশ্লিষ্ট কোটার নাম উল্লেখ করতে হবে। [13, 1269, 545, 1293]
memo-date: তারিখঃ ৩০/০৬/২০১১ইং [440, 399, 545, 410]
contact-mobile: মোবাইলঃ ০১৭১১৮২৩০৩৮ [807, 1085, 924, 1097]
notice-title: বিক্রয় বিজ্ঞপ্তি [671, 1379, 838, 1415]
gd-number: জিডি-২৯৩৪ [585, 1085, 639, 1097]
signatory-address: Setu Bhaban, New Airport Road, Banani, Dhaka [585, 539, 811, 550]
memo-date: তারিখঃ ০৩/০৭/২০১১ইং [1391, 190, 1496, 202]
table-row: ৭. সহকারী এরোড্রাম কর্মকর্তা ০৯ (নয়) ১১০০০-৪৯০x৭-১৪৪৩০-ইবি-৫৪০x১১-২০৩৭০/- ৩০ বৎসরের উর্ধ্বে নহে। তবে প্রার্থীর জন্য বয়স ৩২ বৎসর শিথিলযোগ্য। অনুমোদিত বিশ্ববিদ্যালয় হতে পদার্থবিদ্যা অথবা গণিতসহ দ্বিতীয় শ্রেণীর স্নাতক ডিগ্রি। [13, 940, 545, 1021]
logo-text: Star [7, 7, 26, 17]
dateline: DHAKA WEDNESDAY JULY 6, 2011 [1249, 21, 1442, 32]
govt-heading: গণপ্রজাতন্ত্রী বাংলাদেশ সরকার [638, 1273, 871, 1296]
notice-line: This Corrigendum will be available at Bangladesh Bridge Authority (BBA) website: www.bba.gov.bd [585, 472, 902, 496]
table-row: ৬ এমএলএসএস ৪,১০০-৭,৭৪০/- ১৩ (তের)টি অষ্টম শ্রেণী পাস ঢাকা, গাজীপুর, মুন্সিগঞ্জ, নরসিংদী, ফরিদপুর ও নেত্রকোনা জেলা ব্যতীত ঢাকা বিভাগের অন্যান্য জেলা। [969, 755, 1496, 824]
table-header [969, 338, 1496, 367]
list-item: 9. দরখাস্তের সহিত পরীক্ষার ফি বাবদ "উপকর কমিশনার, সদর দপ্তর, কর অঞ্চল-৫, ঢাকা" এর অনুকূলে যে কোন তফসিলী ব্যাংক হইতে পে-অর্ডার ১ হইতে ৪ নং ক্রমিকের পদের জন্য ১০০/- টাকা এবং ৫ হইতে ৭ নং ক্রমিকের পদের জন্য ৫০/- টাকা প্রদান করিতে হইবে। [991, 1180, 1496, 1208]
table-row: ৫. এরোড্রাম কর্মকর্তা (অপস্) ০১ (এক) ১১০০০-৪৯০x৭-১৪৪৩০-ইবি-৫৪০x১১-২০৩৭০/- ৩০ বৎসরের উর্ধ্বে নহে। তবে প্রার্থীর জন্য বয়স ৩২ বৎসর শিথিলযোগ্য। অনুমোদিত বিশ্ববিদ্যালয় হতে রসায়নসহ স্নাতক ডিগ্রি। [13, 815, 545, 896]
gd-number: জিডি-২৯২৮ [585, 2177, 639, 2189]
table-row: ২ উচ্চমান সহকারী ৫,২০০-১১,২৩৫/- ০৮ (আট)টি যে কোন স্বীকৃত বিশ্ববিদ্যালয় হইতে ন্যূনতম দ্বিতীয় শ্রেণীর স্নাতক বা সমমানের ডিগ্রি এবং কম্পিউটার ব্যবহারে দক্ষতা। মুন্সিগঞ্জ, নারায়ণগঞ্জ, ফরিদপুর, গোপালগঞ্জ, জামালপুর ও কিশোরগঞ্জ জেলা ব্যতীত ঢাকা বিভাগের অন্যান্য জেলা। [969, 479, 1496, 548]
contact-phone: ফোনঃ ৯৫৭১৯৮৭ [847, 2177, 924, 2189]
table-row: ১ সাঁট-লিপিকার-কাম কম্পিউটার অপারেটর ৫,৫০০-১২,০৯৫/- ০২ (দুই)টি ১। যে কোন অনুমোদিত শিক্ষা বোর্ড হইতে এইচএসসি বা সমমানের পরীক্ষায় উত্তীর্ণ। ২। বাংলায় ও ইংরেজিতে সাঁটলিপি লিখনে নূন্যতম গতি প্রতি মিনিটে যথাক্রমে ৫০ ও ৮০ শব্দ। ৩। বাংলায় ও ইংরেজিতে টাইপের গতি নূন্যতম প্রতি মিনিটে যথাক্রমে ২০ ও ২৫ শব্দ। ৪। কম্পিউটার ব্যবহারে দক্ষ প্রার্থীদের অগ্রাধিকার দেওয়া হইবে। গাজীপুর জেলা ব্যতীত ঢাকা বিভাগের সকল জেলা। [969, 385, 1496, 479]
kda-logo-icon [585, 672, 645, 720]
schedule-item: দাখিলের তারিখ ও সময় : ১৪ জুলাই ২০১১ বৃহস্পতিবার বেলা ৩.০০টা [13, 223, 403, 234]
memo-row [585, 1360, 924, 1372]
col-header: শিক্ষাগত যোগ্যতা ও অভিজ্ঞতা [1166, 338, 1377, 367]
table-row: ৭ নৈশ প্রহরী ৪,১০০-৭,৭৪০/- ০১ (এক)টি অষ্টম শ্রেণী পাস ও সু-স্বাস্থ্যের অধিকারী শুধুমাত্র ময়মনসিংহ, কিশোরগঞ্জ ও টাঙ্গাইল জেলার প্রার্থীগণ আবেদন করিতে পারিবেন। [969, 824, 1496, 880]
